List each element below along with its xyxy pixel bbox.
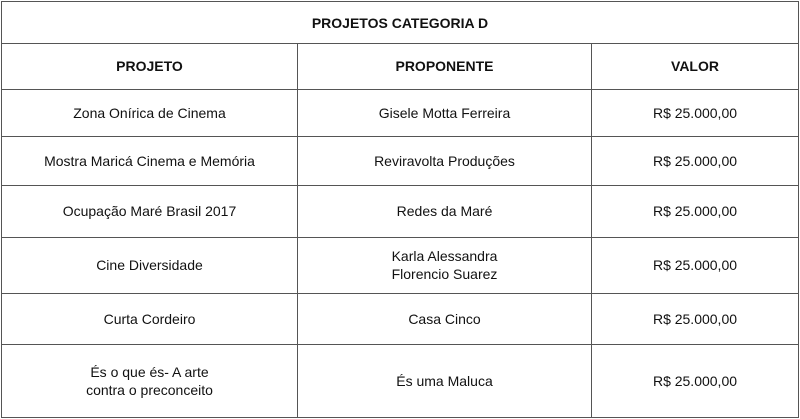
proponente-cell: [298, 136, 592, 185]
projects-table: [1, 1, 799, 418]
proponente-line: És uma Maluca: [396, 373, 493, 390]
projeto-cell: [2, 186, 298, 237]
proponente-line: Redes da Maré: [396, 203, 493, 220]
projeto-cell: [2, 237, 298, 293]
proponente-cell: [298, 186, 592, 237]
proponente-line: Reviravolta Produções: [374, 153, 515, 170]
valor-cell: R$ 25.000,00: [592, 294, 799, 345]
table-title: PROJETOS CATEGORIA D: [2, 2, 799, 44]
proponente-line: Casa Cinco: [408, 311, 481, 328]
projeto-line: Ocupação Maré Brasil 2017: [62, 203, 237, 220]
header-projeto: PROJETO: [2, 44, 298, 89]
projeto-line: Zona Onírica de Cinema: [73, 104, 226, 121]
proponente-line: Florencio Suarez: [391, 266, 498, 283]
projeto-line: contra o preconceito: [86, 382, 213, 399]
proponente-cell: [298, 237, 592, 293]
proponente-cell: [298, 294, 592, 345]
proponente-line: Gisele Motta Ferreira: [378, 104, 511, 121]
projeto-cell: [2, 294, 298, 345]
projeto-line: És o que és- A arte: [90, 364, 209, 381]
table-row: [2, 186, 799, 237]
header-row: [2, 44, 799, 89]
table-row: [2, 136, 799, 185]
header-valor: VALOR: [592, 44, 799, 89]
valor-cell: R$ 25.000,00: [592, 89, 799, 136]
proponente-cell: [298, 89, 592, 136]
proponente-line: Karla Alessandra: [391, 248, 498, 265]
projeto-cell: [2, 136, 298, 185]
projeto-line: Curta Cordeiro: [103, 311, 196, 328]
table-row: [2, 294, 799, 345]
valor-cell: R$ 25.000,00: [592, 237, 799, 293]
projeto-cell: [2, 345, 298, 418]
projeto-cell: [2, 89, 298, 136]
projeto-line: Cine Diversidade: [96, 257, 203, 274]
valor-cell: R$ 25.000,00: [592, 136, 799, 185]
header-proponente: PROPONENTE: [298, 44, 592, 89]
proponente-cell: [298, 345, 592, 418]
projeto-line: Mostra Maricá Cinema e Memória: [44, 153, 255, 170]
table-row: [2, 237, 799, 293]
table-row: [2, 89, 799, 136]
valor-cell: R$ 25.000,00: [592, 345, 799, 418]
table-row: [2, 345, 799, 418]
valor-cell: R$ 25.000,00: [592, 186, 799, 237]
title-row: [2, 2, 799, 44]
